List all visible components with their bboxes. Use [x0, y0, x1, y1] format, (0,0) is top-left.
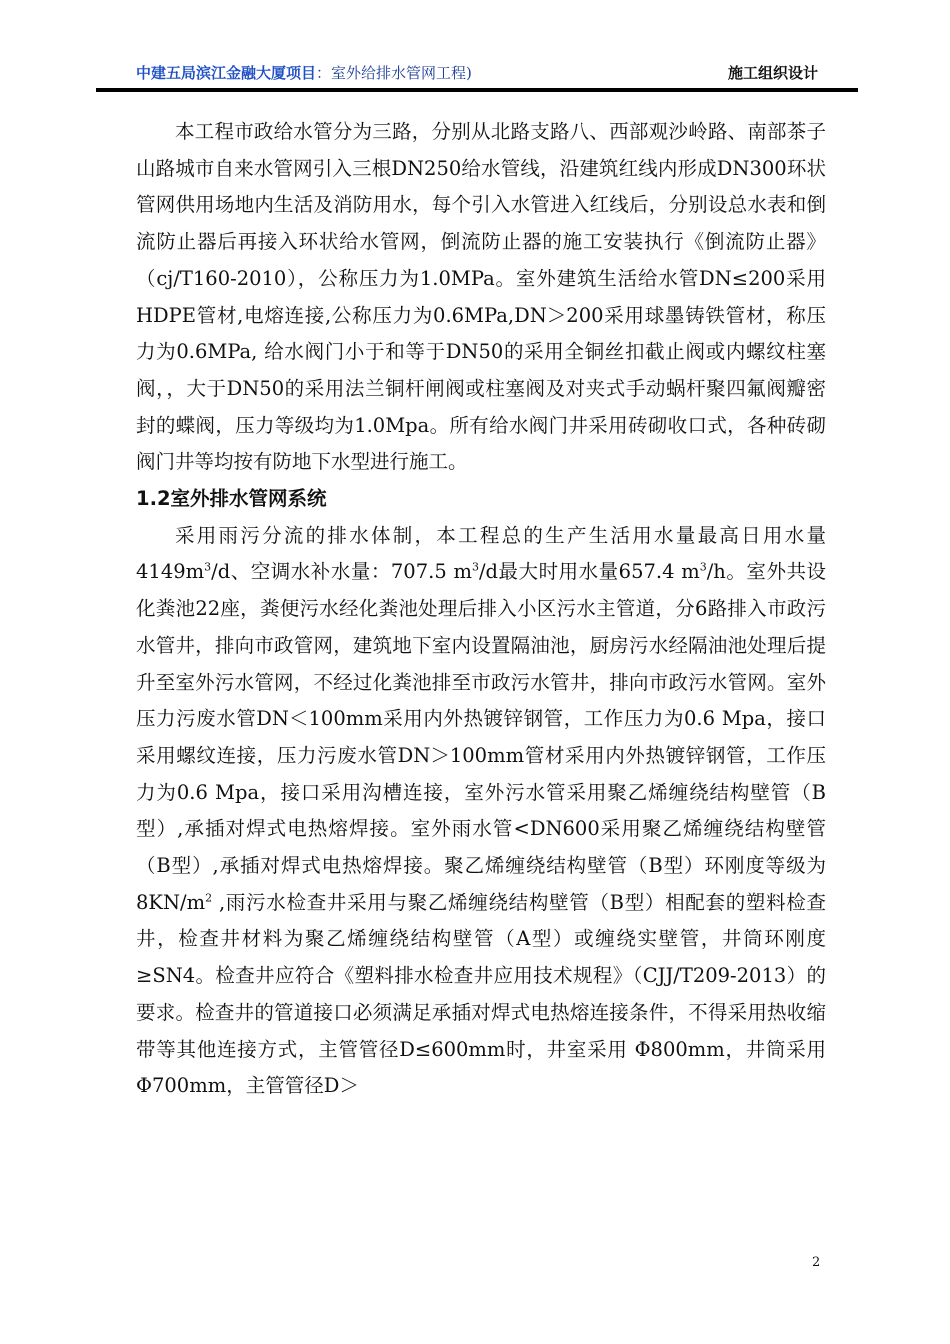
document-body [136, 114, 826, 1105]
paragraph-drainage-part-b: /d、空调水补水量：707.5 m [211, 560, 472, 584]
superscript-cubic-1: 3 [204, 560, 212, 574]
section-heading-drainage: 1.2室外排水管网系统 [136, 487, 327, 511]
header-subtitle: 室外给排水管网工程) [331, 64, 472, 82]
header-divider [96, 88, 858, 92]
header-project-title [136, 62, 472, 83]
paragraph-drainage [136, 518, 826, 1105]
superscript-square: 2 [205, 891, 213, 905]
paragraph-drainage-part-c: /d最大时用水量657.4 m [478, 560, 700, 584]
page-header [96, 56, 858, 90]
page-number: 2 [812, 1255, 821, 1270]
header-project-name: 中建五局滨江金融大厦项目 [136, 64, 317, 82]
superscript-cubic-3: 3 [699, 560, 707, 574]
header-doc-type: 施工组织设计 [727, 64, 818, 82]
superscript-cubic-2: 3 [471, 560, 479, 574]
header-separator: ： [316, 64, 332, 82]
paragraph-drainage-part-d: /h。室外共设化粪池22座，粪便污水经化粪池处理后排入小区污水主管道，分6路排入市政污水管井，排向市政管网，建筑地下室内设置隔油池，厨房污水经隔油池处理后提升至室外污水管网，不经过化粪池排至市政污水管井，排向市政污水管网。室外压力污废水管DN＜100mm采用内外热镀锌钢管，工作压力为0.6 Mpa，接口采用螺纹连接，压力污废水管DN＞100mm管材采用内外热镀锌钢管，工作压力为0.6 Mpa，接口采用沟槽连接，室外污水管采用聚乙烯缠绕结构壁管（B型）,承插对焊式电热熔焊接。室外雨水管<DN600采用聚乙烯缠绕结构壁管（B型）,承插对焊式电热熔焊接。聚乙烯缠绕结构壁管（B型）环刚度等级为8KN/m [136, 560, 826, 914]
paragraph-drainage-part-a: 采用雨污分流的排水体制，本工程总的生产生活用水量最高日用水量4149m [136, 523, 826, 584]
paragraph-water-supply: 本工程市政给水管分为三路，分别从北路支路八、西部观沙岭路、南部茶子山路城市自来水管网引入三根DN250给水管线，沿建筑红线内形成DN300环状管网供用场地内生活及消防用水，每个引入水管进入红线后，分别设总水表和倒流防止器后再接入环状给水管网，倒流防止器的施工安装执行《倒流防止器》（cj/T160-2010），公称压力为1.0MPa。室外建筑生活给水管DN≤200采用HDPE管材,电熔连接,公称压力为0.6MPa,DN＞200采用球墨铸铁管材，称压力为0.6MPa, 给水阀门小于和等于DN50的采用全铜丝扣截止阀或内螺纹柱塞阀，，大于DN50的采用法兰铜杆闸阀或柱塞阀及对夹式手动蜗杆聚四氟阀瓣密封的蝶阀，压力等级均为1.0Mpa。所有给水阀门井采用砖砌收口式，各种砖砌阀门井等均按有防地下水型进行施工。 [136, 120, 826, 474]
paragraph-drainage-part-e: ,雨污水检查井采用与聚乙烯缠绕结构壁管（B型）相配套的塑料检查井，检查井材料为聚乙烯缠绕结构壁管（A型）或缠绕实壁管，井筒环刚度≥SN4。检查井应符合《塑料排水检查井应用技术规程》（CJJ/T209-2013）的要求。检查井的管道接口必须满足承插对焊式电热熔连接条件，不得采用热收缩带等其他连接方式，主管管径D≤600mm时，井室采用 Φ800mm，井筒采用 Φ700mm，主管管径D＞ [136, 890, 826, 1098]
